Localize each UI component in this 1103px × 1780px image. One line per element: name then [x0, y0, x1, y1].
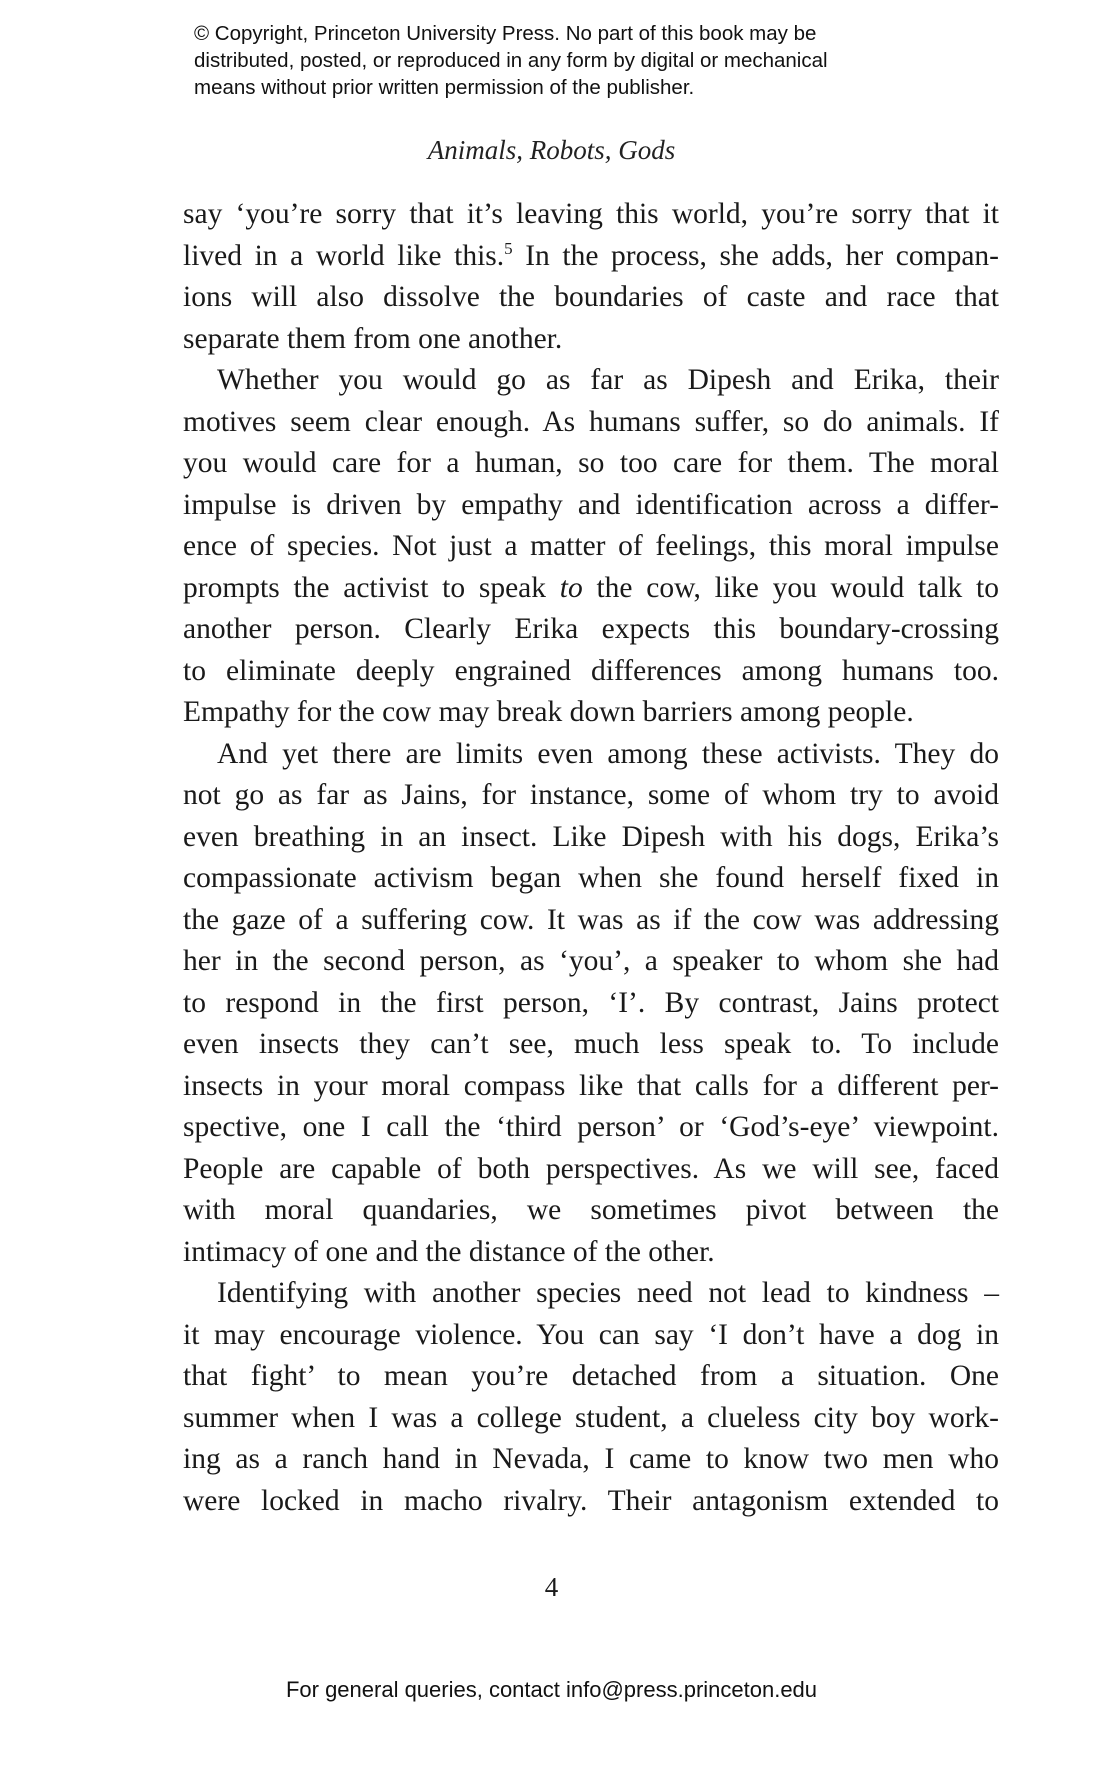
text-line: ence of species. Not just a matter of feelings, this moral impulse: [183, 530, 999, 562]
text-line: intimacy of one and the distance of the other.: [183, 1235, 715, 1268]
text-segment: In the process, she adds, her compan-: [512, 239, 999, 272]
text-line: another person. Clearly Erika expects this boundary-crossing: [183, 613, 999, 645]
text-line: ing as a ranch hand in Nevada, I came to know two men who: [183, 1443, 999, 1475]
text-line: People are capable of both perspectives. As we will see, faced: [183, 1152, 999, 1185]
page-number: 4: [544, 1572, 559, 1602]
text-segment: lived in a world like this.: [183, 239, 505, 272]
text-line: say ‘you’re sorry that it’s leaving this world, you’re sorry that it: [183, 198, 999, 230]
text-line: impulse is driven by empathy and identification across a differ-: [183, 488, 999, 521]
text-line: insects in your moral compass like that calls for a different per-: [183, 1069, 999, 1102]
text-line: Identifying with another species need not lead to kindness –: [217, 1277, 999, 1309]
text-line: even insects they can’t see, much less speak to. To include: [183, 1028, 999, 1060]
text-line: not go as far as Jains, for instance, some of whom try to avoid: [183, 779, 999, 811]
text-line: it may encourage violence. You can say ‘I don’t have a dog in: [183, 1318, 999, 1351]
copyright-line: © Copyright, Princeton University Press. No part of this book may be: [194, 22, 817, 45]
running-head: Animals, Robots, Gods: [427, 135, 676, 165]
paragraph-4: [183, 1273, 999, 1522]
text-line: Empathy for the cow may break down barriers among people.: [183, 696, 914, 728]
paragraph-2: [183, 360, 999, 734]
text-line: the gaze of a suffering cow. It was as if the cow was addressing: [183, 903, 999, 936]
text-line: compassionate activism began when she found herself fixed in: [183, 862, 999, 894]
text-line: ions will also dissolve the boundaries of caste and race that: [183, 281, 999, 313]
text-line: that fight’ to mean you’re detached from a situation. One: [183, 1360, 999, 1392]
text-line: to eliminate deeply engrained differences among humans too.: [183, 654, 999, 687]
text-line: to respond in the first person, ‘I’. By contrast, Jains protect: [183, 986, 999, 1019]
footnote-reference[interactable]: 5: [504, 238, 513, 258]
text-line: And yet there are limits even among these activists. They do: [217, 737, 999, 770]
copyright-line: means without prior written permission of the publisher.: [194, 76, 695, 99]
text-line: motives seem clear enough. As humans suffer, so do animals. If: [183, 405, 999, 438]
text-line: her in the second person, as ‘you’, a speaker to whom she had: [183, 945, 999, 977]
body-text: [183, 194, 999, 1522]
text-line: you would care for a human, so too care for them. The moral: [183, 447, 999, 479]
text-line: [183, 236, 999, 278]
text-line: spective, one I call the ‘third person’ or ‘God’s-eye’ viewpoint.: [183, 1111, 999, 1143]
emphasis: to: [559, 571, 583, 604]
text-line: [183, 568, 999, 610]
text-line: even breathing in an insect. Like Dipesh with his dogs, Erika’s: [183, 820, 999, 853]
paragraph-1: [183, 194, 999, 360]
text-segment: prompts the activist to speak: [183, 571, 560, 604]
text-line: with moral quandaries, we sometimes pivot between the: [183, 1194, 999, 1226]
footer-contact: For general queries, contact info@press.princeton.edu: [285, 1677, 818, 1702]
text-line: were locked in macho rivalry. Their antagonism extended to: [183, 1484, 999, 1517]
copyright-line: distributed, posted, or reproduced in any form by digital or mechanical: [194, 49, 828, 72]
text-segment: the cow, like you would talk to: [582, 571, 999, 604]
text-line: summer when I was a college student, a clueless city boy work-: [183, 1401, 999, 1434]
paragraph-3: [183, 734, 999, 1274]
text-line: Whether you would go as far as Dipesh and Erika, their: [217, 364, 999, 396]
copyright-notice: [194, 20, 914, 101]
text-line: separate them from one another.: [183, 322, 563, 355]
